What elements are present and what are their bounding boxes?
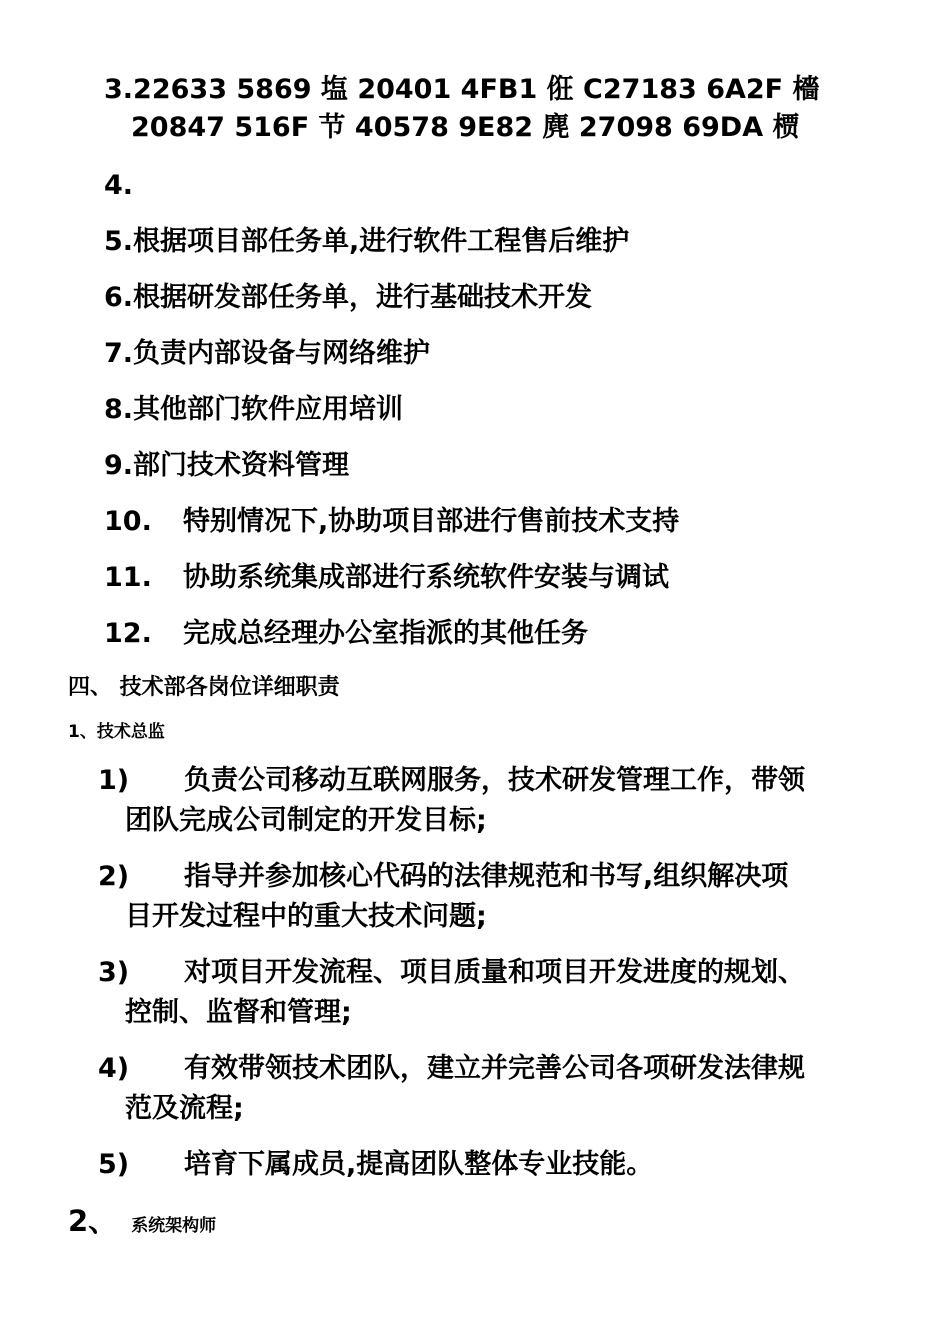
- subsection-2-number: 2、: [68, 1204, 118, 1238]
- item-7: 7.负责内部设备与网络维护: [104, 338, 431, 369]
- item-9: 9.部门技术资料管理: [104, 450, 350, 481]
- duty-4-line-2: 范及流程;: [125, 1093, 244, 1124]
- duty-1-text: 负责公司移动互联网服务，技术研发管理工作，带领: [184, 765, 805, 796]
- item-11: [104, 560, 669, 596]
- duty-1-line-2: 团队完成公司制定的开发目标;: [125, 805, 487, 836]
- duty-3-text: 对项目开发流程、项目质量和项目开发进度的规划、: [184, 957, 805, 988]
- duty-2-text: 指导并参加核心代码的法律规范和书写,组织解决项: [184, 861, 789, 892]
- duty-3-line-1: [98, 955, 805, 991]
- item-6: 6.根据研发部任务单，进行基础技术开发: [104, 282, 593, 313]
- item-12-text: 完成总经理办公室指派的其他任务: [183, 618, 588, 649]
- duty-2-line-2: 目开发过程中的重大技术问题;: [125, 901, 487, 932]
- duty-2-line-1: [98, 859, 788, 895]
- item-10-text: 特别情况下,协助项目部进行售前技术支持: [183, 506, 680, 537]
- subsection-2-heading: [68, 1203, 216, 1244]
- item-5: 5.根据项目部任务单,进行软件工程售后维护: [104, 226, 630, 257]
- duty-4-number: 4): [98, 1053, 130, 1084]
- item-12-number: 12.: [104, 618, 152, 649]
- subsection-1-heading: 1、技术总监: [68, 722, 165, 742]
- item-8: 8.其他部门软件应用培训: [104, 394, 404, 425]
- section-4-heading: 四、 技术部各岗位详细职责: [68, 675, 340, 700]
- item-3-line-1: 3.22633 5869 塩 20401 4FB1 俇 C27183 6A2F 檣: [104, 74, 820, 105]
- duty-1-number: 1): [98, 765, 130, 796]
- duty-4-line-1: [98, 1051, 805, 1087]
- duty-4-text: 有效带领技术团队，建立并完善公司各项研发法律规: [184, 1053, 805, 1084]
- item-10-number: 10.: [104, 506, 152, 537]
- duty-2-number: 2): [98, 861, 130, 892]
- duty-5-number: 5): [98, 1149, 130, 1180]
- item-10: [104, 504, 679, 540]
- duty-5-line-1: [98, 1147, 653, 1183]
- item-12: [104, 616, 588, 652]
- duty-3-number: 3): [98, 957, 130, 988]
- item-11-text: 协助系统集成部进行系统软件安装与调试: [183, 562, 669, 593]
- item-3-line-2: 20847 516F 节 40578 9E82 麂 27098 69DA 槚: [131, 112, 800, 143]
- duty-5-text: 培育下属成员,提高团队整体专业技能。: [184, 1149, 654, 1180]
- subsection-2-title: 系统架构师: [131, 1216, 217, 1236]
- item-11-number: 11.: [104, 562, 152, 593]
- duty-1-line-1: [98, 763, 805, 799]
- duty-3-line-2: 控制、监督和管理;: [125, 997, 352, 1028]
- item-4: 4.: [104, 170, 134, 201]
